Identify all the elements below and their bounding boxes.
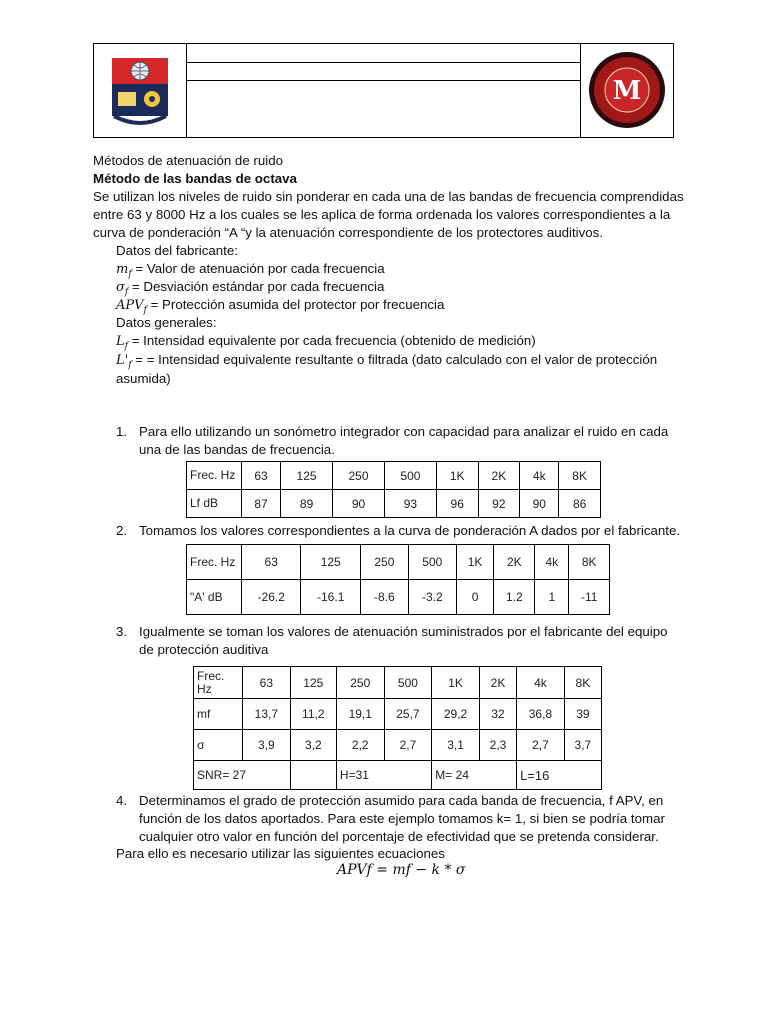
table-cell: 125: [281, 462, 333, 490]
table-cell: 29,2: [432, 699, 480, 730]
step-line: función de los datos aportados. Para este ejemplo tomamos k= 1, si bien se podría tomar: [139, 811, 665, 826]
institution-shield-logo: [94, 44, 186, 137]
manufacturer-item: $\sigma_f$ = Desviación estándar por cada frecuencia: [116, 279, 385, 298]
table-cell: 3,7: [564, 730, 601, 761]
table-cell: M= 24: [432, 761, 517, 790]
svg-text:M: M: [612, 76, 642, 106]
table-cell: 89: [281, 490, 333, 518]
table-cell: 63: [242, 462, 281, 490]
closing-text: Para ello es necesario utilizar las siguientes ecuaciones: [116, 846, 445, 861]
table-cell: -16.1: [301, 580, 360, 615]
table-cell: SNR= 27: [194, 761, 291, 790]
table-cell: 86: [559, 490, 601, 518]
intro-line-2: entre 63 y 8000 Hz a los cuales se les aplica de forma ordenada los valores correspondientes a la: [93, 207, 671, 222]
section-title: Métodos de atenuación de ruido: [93, 153, 283, 168]
step-line: Tomamos los valores correspondientes a la curva de ponderación A dados por el fabricante.: [139, 523, 681, 538]
header-right-cell: [580, 44, 673, 137]
table-cell: 2K: [479, 667, 516, 699]
table-cell: 4k: [535, 545, 569, 580]
table-cell: 2,7: [384, 730, 432, 761]
general-continuation: asumida): [116, 371, 171, 386]
table-cell: 250: [333, 462, 385, 490]
step-number: 1.: [116, 424, 128, 439]
table-cell: 8K: [559, 462, 601, 490]
table-cell: 8K: [569, 545, 610, 580]
step-line: cualquier otro valor en función del porcentaje de efectividad que se pretenda considerar.: [139, 829, 659, 844]
table-cell: 36,8: [517, 699, 565, 730]
table-a-weighting: [186, 544, 610, 615]
table-cell: 93: [384, 490, 436, 518]
step-line: Igualmente se toman los valores de atenuación suministrados por el fabricante del equipo: [139, 624, 668, 639]
table-cell: 500: [384, 462, 436, 490]
table-cell: 2,2: [336, 730, 384, 761]
table-cell: [290, 761, 336, 790]
table-cell: 500: [408, 545, 456, 580]
table-cell: 4k: [517, 667, 565, 699]
table-cell: mf: [194, 699, 243, 730]
equation: APVf = mf − k * σ: [337, 862, 466, 878]
header-row-1: [186, 44, 581, 63]
table-cell: 250: [336, 667, 384, 699]
table-cell: 2K: [478, 462, 520, 490]
step-line: Determinamos el grado de protección asumido para cada banda de frecuencia, f APV, en: [139, 793, 664, 808]
table-cell: Frec. Hz: [187, 545, 242, 580]
table-cell: 63: [243, 667, 291, 699]
header-left-cell: [94, 44, 187, 137]
table-cell: L=16: [517, 761, 602, 790]
table-cell: 2K: [494, 545, 535, 580]
table-cell: σ: [194, 730, 243, 761]
table-cell: 1K: [432, 667, 480, 699]
header-row-2: [186, 62, 581, 81]
table-cell: 2,3: [479, 730, 516, 761]
table-cell: 2,7: [517, 730, 565, 761]
table-cell: Frec. Hz: [194, 667, 243, 699]
table-cell: 3,2: [290, 730, 336, 761]
step-line: Para ello utilizando un sonómetro integrador con capacidad para analizar el ruido en cada: [139, 424, 669, 439]
table-cell: 25,7: [384, 699, 432, 730]
method-title: Método de las bandas de octava: [93, 171, 297, 186]
table-cell: 1.2: [494, 580, 535, 615]
intro-line-3: curva de ponderación “A “y la atenuación correspondiente de los protectores auditivos.: [93, 225, 604, 240]
table-cell: H=31: [336, 761, 431, 790]
step-number: 2.: [116, 523, 128, 538]
step-number: 3.: [116, 624, 128, 639]
manufacturer-item: $m_f$ = Valor de atenuación por cada frecuencia: [116, 261, 385, 280]
table-cell: 4k: [520, 462, 559, 490]
table-cell: 125: [301, 545, 360, 580]
table-cell: 87: [242, 490, 281, 518]
step-line: una de las bandas de frecuencia.: [139, 442, 335, 457]
step-line: de protección auditiva: [139, 642, 269, 657]
table-cell: "A' dB: [187, 580, 242, 615]
table-cell: 90: [520, 490, 559, 518]
table-cell: Lf dB: [187, 490, 242, 518]
table-cell: 3,9: [243, 730, 291, 761]
table-cell: 500: [384, 667, 432, 699]
manufacturer-item: $APV_f$ = Protección asumida del protector por frecuencia: [116, 297, 445, 316]
table-cell: -26.2: [242, 580, 301, 615]
red-m-seal-logo: [581, 44, 673, 137]
table-cell: 1: [535, 580, 569, 615]
table-cell: 32: [479, 699, 516, 730]
table-cell: 1K: [436, 462, 478, 490]
document-header: [93, 43, 674, 138]
table-cell: 39: [564, 699, 601, 730]
table-cell: -11: [569, 580, 610, 615]
table-cell: 90: [333, 490, 385, 518]
intro-line-1: Se utilizan los niveles de ruido sin ponderar en cada una de las bandas de frecuencia comprendidas: [93, 189, 684, 204]
general-item: $L'_f$ = = Intensidad equivalente resultante o filtrada (dato calculado con el valor de protección: [116, 352, 658, 371]
step-number: 4.: [116, 793, 128, 808]
table-cell: 13,7: [243, 699, 291, 730]
manufacturer-heading: Datos del fabricante:: [116, 243, 238, 258]
table-cell: -3.2: [408, 580, 456, 615]
table-cell: 96: [436, 490, 478, 518]
table-cell: 8K: [564, 667, 601, 699]
table-cell: 92: [478, 490, 520, 518]
table-cell: Frec. Hz: [187, 462, 242, 490]
table-cell: 3,1: [432, 730, 480, 761]
general-item: $L_f$ = Intensidad equivalente por cada frecuencia (obtenido de medición): [116, 333, 536, 352]
general-heading: Datos generales:: [116, 315, 217, 330]
table-cell: 11,2: [290, 699, 336, 730]
table-cell: 1K: [456, 545, 494, 580]
table-lf: [186, 461, 601, 518]
table-cell: 125: [290, 667, 336, 699]
table-attenuation: [193, 666, 602, 790]
table-cell: 250: [360, 545, 408, 580]
table-cell: 19,1: [336, 699, 384, 730]
table-cell: 63: [242, 545, 301, 580]
table-cell: 0: [456, 580, 494, 615]
table-cell: -8.6: [360, 580, 408, 615]
